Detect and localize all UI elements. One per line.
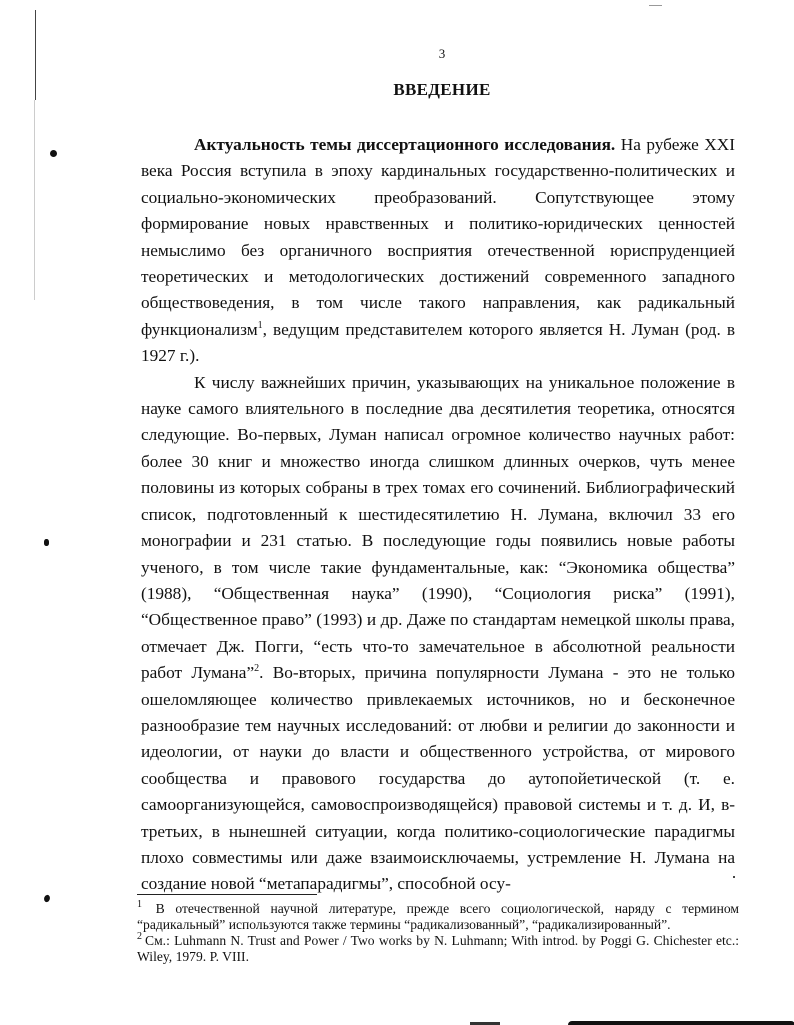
footnote-ref[interactable]: 1: [257, 320, 263, 332]
paragraph-text: К числу важнейших причин, указывающих на уникальное положение в науке самого влиятельного в последние два десятилетия теоретика, относятся следующие. Во-первых, Луман написал огромное количество научных работ: более 30 книг и множество иногда слишком длинных очерков, чуть менее половины из которых собраны в трех томах его сочинений. Библиографический список, подготовленный к шестидесятилетию Н. Лумана, включил 33 его монографии и 231 статью. В последующие годы появились новые работы ученого, в том числе такие фундаментальные, как: “Экономика общества” (1988), “Общественная наука” (1990), “Социология риска” (1991), “Общественное право” (1993) и др. Даже по стандартам немецкой школы права, отмечает Дж. Погги, “есть что-то замечательное в абсолютной реальности работ Лумана”: [141, 372, 735, 683]
paragraph-text: , ведущим представителем которого является Н. Луман (род. в 1927 г.).: [141, 319, 735, 366]
scan-artifact: [733, 876, 735, 878]
footnote: [137, 901, 739, 933]
scan-artifact: [568, 1021, 794, 1025]
paragraph: [141, 370, 735, 898]
footnote: [137, 933, 739, 965]
punch-hole-mark: [42, 894, 51, 903]
punch-hole-mark: [44, 539, 49, 546]
footnote-number: 1: [137, 899, 142, 911]
footnote-text: См.: Luhmann N. Trust and Power / Two works by N. Luhmann; With introd. by Poggi G. Chichester etc.: Wiley, 1979. P. VIII.: [137, 933, 739, 964]
footnotes: [137, 901, 739, 965]
punch-hole-mark: [50, 150, 57, 157]
paragraph: [141, 132, 735, 370]
footnote-text: В отечественной научной литературе, прежде всего социологической, наряду с термином “радикальный” используются также термины “радикализованный”, “радикализированный”.: [137, 901, 739, 932]
paragraph-text: На рубеже XXI века Россия вступила в эпоху кардинальных государственно-политических и социально-экономических преобразований. Сопутствующее этому формирование новых нравственных и политико-юридических ценностей немыслимо без органичного восприятия отечественной юриспруденцией теоретических и методологических достижений современного западного обществоведения, в том числе такого направления, как радикальный функционализм: [141, 135, 735, 339]
footnote-separator: [137, 894, 317, 895]
footnote-number: 2: [137, 931, 142, 943]
paragraph-lead-bold: Актуальность темы диссертационного исследования.: [194, 135, 616, 154]
body-text: [141, 132, 735, 898]
section-heading: ВВЕДЕНИЕ: [393, 80, 491, 99]
page-number: 3: [438, 46, 446, 61]
paragraph-text: . Во-вторых, причина популярности Лумана - это не только ошеломляющее количество привлекаемых источников, но и бесконечное разнообразие тем научных исследований: от любви и религии до законности и идеологии, от науки до власти и общественного устройства, от мирового сообщества и правового государства до аутопойетической (т. е. самоорганизующейся, самовоспроизводящейся) правовой системы и т. д. И, в-третьих, в нынешней ситуации, когда политико-социологические парадигмы плохо совместимы или даже взаимоисключаемы, устремление Н. Лумана на создание новой “метапарадигмы”, способной осу-: [141, 663, 735, 894]
scan-border-line-faint: [34, 100, 35, 300]
scan-artifact: [649, 5, 662, 6]
footnote-ref[interactable]: 2: [254, 663, 260, 675]
